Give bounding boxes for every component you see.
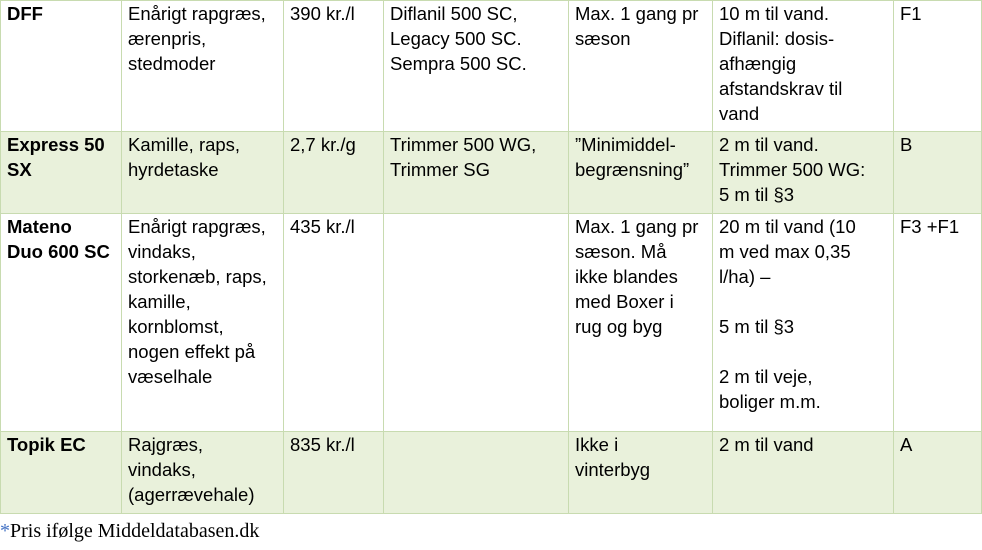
product-name-cell: DFF [1,1,122,132]
distance-cell: 2 m til vand. Trimmer 500 WG: 5 m til §3 [713,132,894,214]
restrictions-cell: Max. 1 gang pr sæson [569,1,713,132]
price-cell: 390 kr./l [284,1,384,132]
products-cell: Trimmer 500 WG, Trimmer SG [384,132,569,214]
weeds-cell: Enårigt rapgræs, vindaks, storkenæb, raps, kamille, kornblomst, nogen effekt på væselhale [122,214,284,432]
restrictions-cell: Ikke i vinterbyg [569,432,713,514]
weeds-cell: Kamille, raps, hyrdetaske [122,132,284,214]
distance-cell: 20 m til vand (10 m ved max 0,35 l/ha) – 5 m til §3 2 m til veje, boliger m.m. [713,214,894,432]
restrictions-cell: Max. 1 gang pr sæson. Må ikke blandes med Boxer i rug og byg [569,214,713,432]
footnote [0,519,259,543]
price-cell: 435 kr./l [284,214,384,432]
product-name-cell: Express 50 SX [1,132,122,214]
distance-cell: 10 m til vand. Diflanil: dosis- afhængig afstandskrav til vand [713,1,894,132]
price-cell: 835 kr./l [284,432,384,514]
footnote-marker: * [0,520,10,542]
class-cell: F3 +F1 [894,214,982,432]
product-name-cell: Mateno Duo 600 SC [1,214,122,432]
products-cell: Diflanil 500 SC, Legacy 500 SC. Sempra 500 SC. [384,1,569,132]
products-cell [384,432,569,514]
restrictions-cell: ”Minimiddel- begrænsning” [569,132,713,214]
table-row [1,432,982,514]
products-cell [384,214,569,432]
product-name-cell: Topik EC [1,432,122,514]
weeds-cell: Rajgræs, vindaks, (agerrævehale) [122,432,284,514]
footnote-text: Pris ifølge Middeldatabasen.dk [10,520,260,542]
class-cell: A [894,432,982,514]
price-cell: 2,7 kr./g [284,132,384,214]
distance-cell: 2 m til vand [713,432,894,514]
table-row [1,1,982,132]
class-cell: F1 [894,1,982,132]
class-cell: B [894,132,982,214]
table-row [1,214,982,432]
weeds-cell: Enårigt rapgræs, ærenpris, stedmoder [122,1,284,132]
table-row [1,132,982,214]
